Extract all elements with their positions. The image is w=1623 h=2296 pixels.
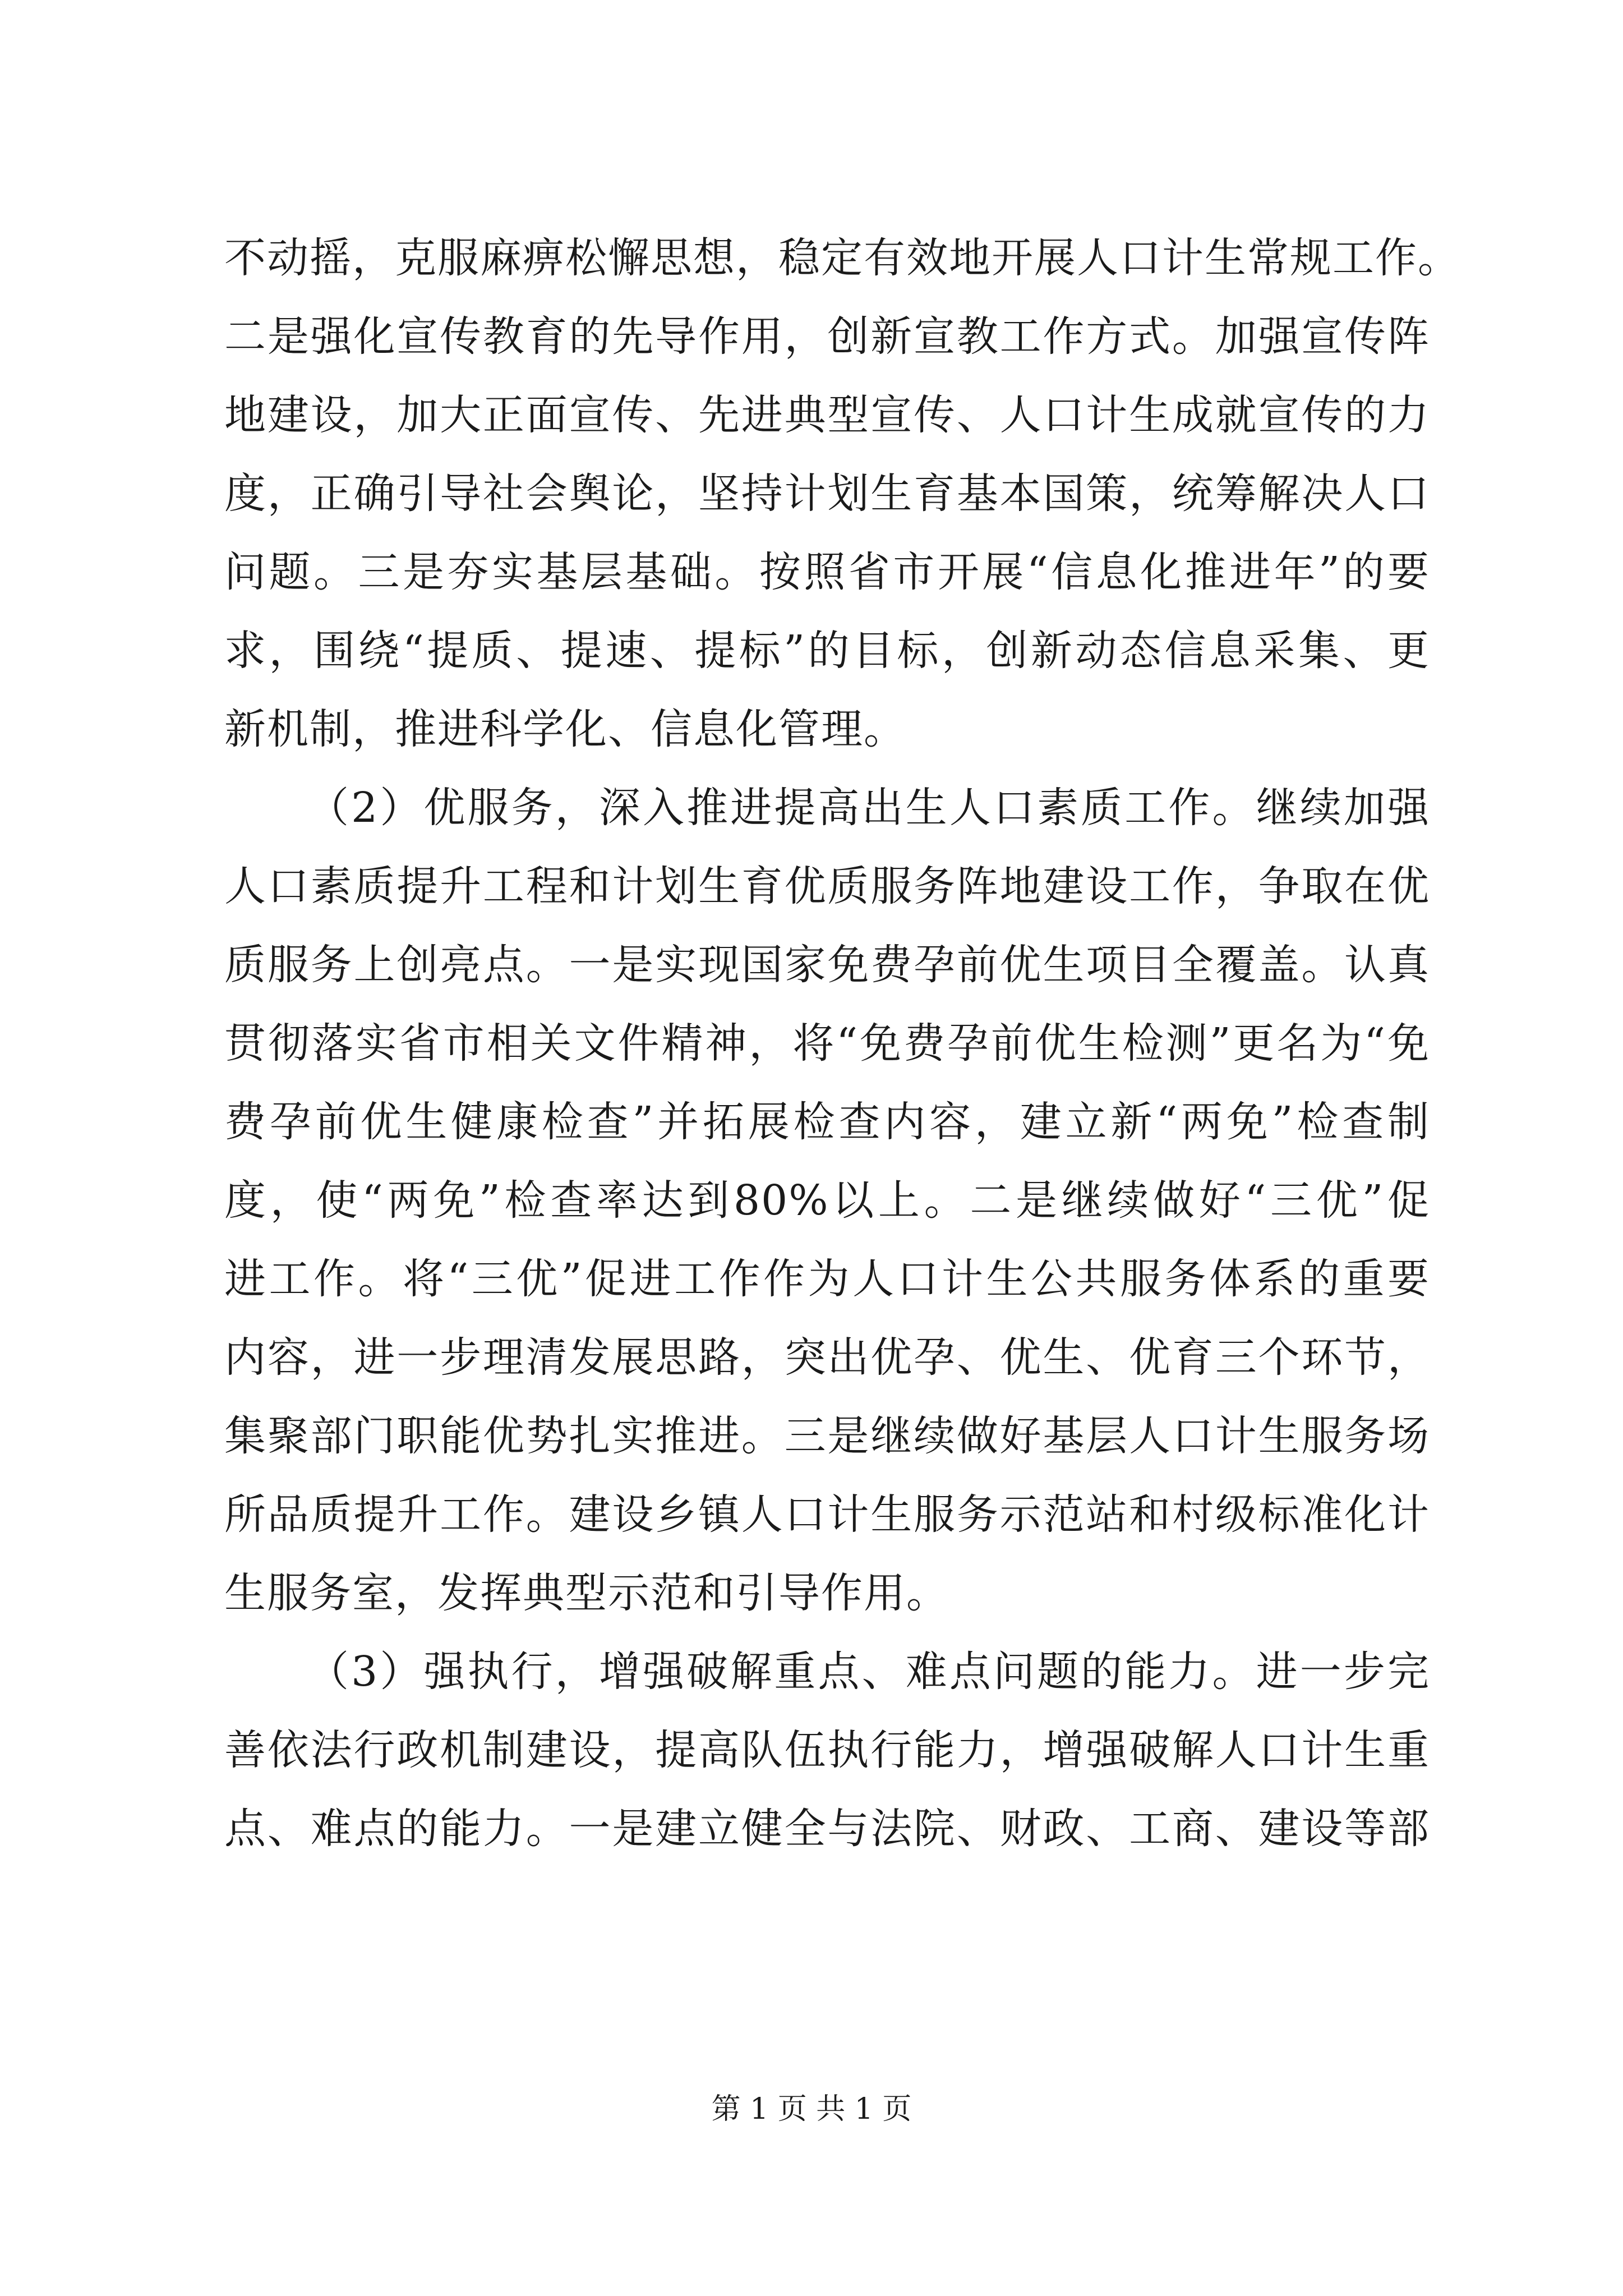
text-line: 善依法行政机制建设，提高队伍执行能力，增强破解人口计生重 [224, 1726, 1430, 1774]
text-line: 求，围绕“提质、提速、提标”的目标，创新动态信息采集、更 [224, 627, 1430, 675]
text-line: 度，正确引导社会舆论，坚持计划生育基本国策，统筹解决人口 [224, 470, 1430, 518]
text-line: 度，使“两免”检查率达到80%以上。二是继续做好“三优”促 [224, 1176, 1430, 1225]
text-line: 地建设，加大正面宣传、先进典型宣传、人口计生成就宣传的力 [224, 391, 1430, 439]
text-line: 所品质提升工作。建设乡镇人口计生服务示范站和村级标准化计 [224, 1490, 1430, 1539]
text-line: 点、难点的能力。一是建立健全与法院、财政、工商、建设等部 [224, 1805, 1430, 1853]
text-line: 质服务上创亮点。一是实现国家免费孕前优生项目全覆盖。认真 [224, 941, 1430, 989]
text-line: 问题。三是夯实基层基础。按照省市开展“信息化推进年”的要 [224, 548, 1430, 596]
document-body [224, 219, 1460, 1868]
paragraph-2 [224, 769, 1430, 1632]
text-line: 不动摇，克服麻痹松懈思想，稳定有效地开展人口计生常规工作。 [224, 234, 1460, 282]
text-line: 内容，进一步理清发展思路，突出优孕、优生、优育三个环节， [224, 1333, 1430, 1382]
text-line: 集聚部门职能优势扎实推进。三是继续做好基层人口计生服务场 [224, 1412, 1430, 1460]
text-line: 进工作。将“三优”促进工作作为人口计生公共服务体系的重要 [224, 1255, 1430, 1303]
paragraph-3 [224, 1632, 1430, 1868]
text-line: 二是强化宣传教育的先导作用，创新宣教工作方式。加强宣传阵 [224, 312, 1430, 361]
text-line: （2）优服务，深入推进提高出生人口素质工作。继续加强 [307, 784, 1430, 832]
text-line: 人口素质提升工程和计划生育优质服务阵地建设工作，争取在优 [224, 862, 1430, 910]
page-footer [0, 2090, 1623, 2129]
page-number-label: 第 1 页 共 1 页 [711, 2092, 912, 2126]
text-line: 新机制，推进科学化、信息化管理。 [224, 705, 906, 753]
text-line: 费孕前优生健康检查”并拓展检查内容，建立新“两免”检查制 [224, 1098, 1430, 1146]
paragraph-1 [224, 219, 1460, 769]
text-line: 贯彻落实省市相关文件精神，将“免费孕前优生检测”更名为“免 [224, 1019, 1430, 1068]
text-line: （3）强执行，增强破解重点、难点问题的能力。进一步完 [307, 1648, 1430, 1696]
text-line: 生服务室，发挥典型示范和引导作用。 [224, 1569, 949, 1617]
